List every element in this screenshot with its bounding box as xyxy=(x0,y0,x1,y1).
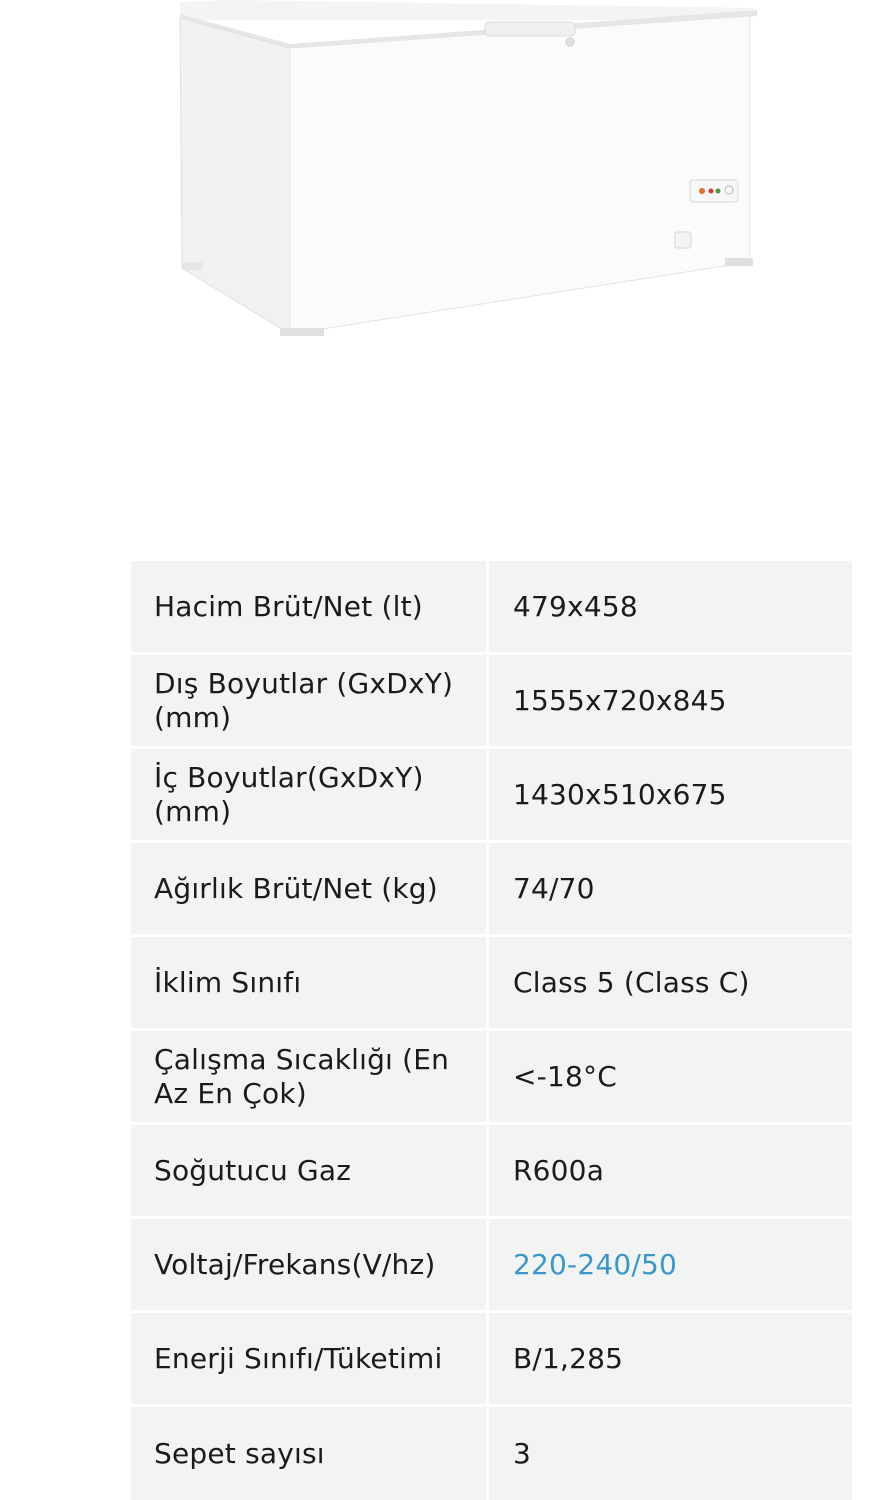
spec-table xyxy=(131,561,852,1500)
spec-value: B/1,285 xyxy=(513,1341,624,1375)
spec-row-operating-temperature xyxy=(131,1031,852,1125)
chest-freezer-image xyxy=(160,0,770,350)
spec-label: Enerji Sınıfı/Tüketimi xyxy=(131,1313,489,1404)
spec-value: 74/70 xyxy=(513,871,595,905)
spec-row-energy-class xyxy=(131,1313,852,1407)
spec-label: İklim Sınıfı xyxy=(131,937,489,1028)
spec-row-volume xyxy=(131,561,852,655)
spec-value: 1430x510x675 xyxy=(513,777,727,811)
spec-value: 479x458 xyxy=(513,589,638,623)
spec-value: 3 xyxy=(513,1437,532,1470)
spec-row-outer-dimensions xyxy=(131,655,852,749)
voltage-frequency-link[interactable]: 220-240/50 xyxy=(513,1247,678,1281)
spec-row-weight xyxy=(131,843,852,937)
spec-label: Sepet sayısı xyxy=(131,1407,489,1500)
spec-value: <-18°C xyxy=(513,1059,617,1093)
spec-row-climate-class xyxy=(131,937,852,1031)
spec-label: Çalışma Sıcaklığı (En Az En Çok) xyxy=(131,1031,489,1122)
spec-row-voltage-frequency xyxy=(131,1219,852,1313)
spec-label: Voltaj/Frekans(V/hz) xyxy=(131,1219,489,1310)
spec-value: R600a xyxy=(513,1153,605,1187)
spec-label: Dış Boyutlar (GxDxY) (mm) xyxy=(131,655,489,746)
spec-label: Ağırlık Brüt/Net (kg) xyxy=(131,843,489,934)
spec-row-inner-dimensions xyxy=(131,749,852,843)
spec-row-refrigerant xyxy=(131,1125,852,1219)
spec-value: 1555x720x845 xyxy=(513,683,727,717)
spec-label: İç Boyutlar(GxDxY) (mm) xyxy=(131,749,489,840)
spec-label: Hacim Brüt/Net (lt) xyxy=(131,561,489,652)
spec-value: Class 5 (Class C) xyxy=(513,965,750,999)
spec-row-basket-count xyxy=(131,1407,852,1500)
spec-label: Soğutucu Gaz xyxy=(131,1125,489,1216)
